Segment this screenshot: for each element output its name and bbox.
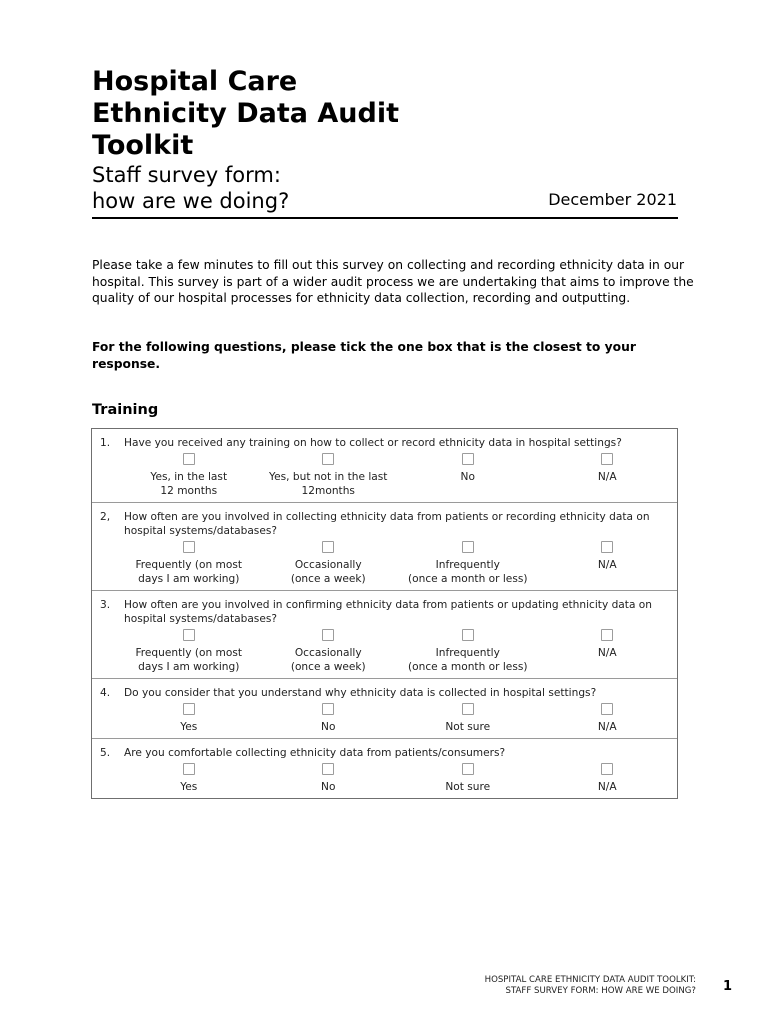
answer-option[interactable] [538,703,678,734]
answer-checkbox[interactable] [322,763,334,775]
answer-option[interactable] [538,453,678,498]
answer-options [92,763,677,794]
answer-option-label: Occasionally (once a week) [290,559,366,585]
subtitle-line: how are we doing? [92,189,290,213]
answer-option[interactable] [398,763,538,794]
question-number: 3. [100,599,111,611]
answer-checkbox[interactable] [183,703,195,715]
answer-option-label: N/A [597,647,617,659]
answer-checkbox[interactable] [601,763,613,775]
question-label: How often are you involved in collecting ethnicity data from patients or recording ethnicity data on hospital systems/databases? [124,511,650,537]
answer-option[interactable] [259,453,399,498]
title-line: Toolkit [92,130,194,161]
question-text [92,436,677,450]
page-number: 1 [723,979,733,994]
answer-option[interactable] [119,453,259,498]
intro-paragraph: Please take a few minutes to fill out this survey on collecting and recording ethnicity data in our hospital. This survey is part of a wider audit process we are undertaking that aims to improve the quality of our hospital processes for ethnicity data collection, recording and outputting. [92,258,694,305]
answer-option-label: N/A [597,721,617,733]
answer-option-label: Not sure [445,781,491,793]
answer-checkbox[interactable] [183,541,195,553]
title-line: Ethnicity Data Audit [92,98,399,129]
answer-option[interactable] [398,453,538,498]
answer-checkbox[interactable] [462,703,474,715]
question-text [92,686,677,700]
answer-checkbox[interactable] [601,541,613,553]
answer-checkbox[interactable] [462,629,474,641]
answer-option-label: Frequently (on most days I am working) [135,559,243,585]
survey-question-table [91,428,678,799]
answer-option[interactable] [538,629,678,674]
answer-checkbox[interactable] [601,453,613,465]
answer-option-label: Not sure [445,721,491,733]
question-number: 4. [100,687,111,699]
answer-checkbox[interactable] [322,629,334,641]
answer-checkbox[interactable] [183,629,195,641]
question-label: Are you comfortable collecting ethnicity data from patients/consumers? [124,747,506,759]
answer-checkbox[interactable] [462,453,474,465]
answer-option-label: Infrequently (once a month or less) [408,559,528,585]
answer-checkbox[interactable] [322,541,334,553]
page-footer [485,975,696,997]
answer-option[interactable] [259,541,399,586]
answer-checkbox[interactable] [462,763,474,775]
question-label: How often are you involved in confirming ethnicity data from patients or updating ethnicity data on hospital systems/databases? [124,599,653,625]
footer-line: STAFF SURVEY FORM: HOW ARE WE DOING? [505,986,696,996]
answer-option-label: Yes, but not in the last 12months [269,471,388,497]
answer-option-label: No [321,781,336,793]
question-row [92,503,677,591]
answer-checkbox[interactable] [183,453,195,465]
answer-checkbox[interactable] [183,763,195,775]
answer-option[interactable] [398,703,538,734]
answer-option[interactable] [259,703,399,734]
answer-option-label: No [460,471,475,483]
answer-option-label: N/A [597,471,617,483]
subtitle-line: Staff survey form: [92,163,281,187]
document-title [92,66,652,162]
answer-checkbox[interactable] [601,629,613,641]
question-row [92,591,677,679]
section-heading-training: Training [92,402,159,418]
question-number: 1. [100,437,111,449]
answer-option-label: Yes, in the last 12 months [150,471,228,497]
answer-option[interactable] [259,763,399,794]
instruction-text: For the following questions, please tick the one box that is the closest to your response. [92,340,636,371]
answer-options [92,453,677,498]
answer-options [92,629,677,674]
answer-option-label: Infrequently (once a month or less) [408,647,528,673]
answer-option[interactable] [259,629,399,674]
answer-option[interactable] [538,541,678,586]
answer-checkbox[interactable] [322,703,334,715]
question-label: Do you consider that you understand why ethnicity data is collected in hospital settings? [124,687,597,699]
question-text [92,510,677,538]
question-number: 2, [100,511,111,523]
answer-option[interactable] [119,541,259,586]
answer-options [92,703,677,734]
answer-checkbox[interactable] [462,541,474,553]
answer-option-label: Occasionally (once a week) [290,647,366,673]
question-text [92,598,677,626]
answer-option[interactable] [538,763,678,794]
answer-option[interactable] [119,703,259,734]
answer-option[interactable] [398,541,538,586]
answer-option-label: N/A [597,559,617,571]
document-subtitle [92,162,452,214]
document-date: December 2021 [548,190,677,209]
question-label: Have you received any training on how to collect or record ethnicity data in hospital settings? [124,437,622,449]
answer-checkbox[interactable] [601,703,613,715]
answer-option[interactable] [398,629,538,674]
header-divider [92,217,678,219]
answer-option-label: No [321,721,336,733]
answer-option[interactable] [119,763,259,794]
answer-option[interactable] [119,629,259,674]
question-row [92,679,677,739]
answer-checkbox[interactable] [322,453,334,465]
answer-option-label: N/A [597,781,617,793]
question-row [92,429,677,503]
question-row [92,739,677,798]
answer-option-label: Yes [180,721,198,733]
answer-option-label: Frequently (on most days I am working) [135,647,243,673]
answer-options [92,541,677,586]
footer-line: HOSPITAL CARE ETHNICITY DATA AUDIT TOOLKIT: [484,975,696,985]
question-text [92,746,677,760]
question-number: 5. [100,747,111,759]
title-line: Hospital Care [92,66,298,97]
answer-option-label: Yes [180,781,198,793]
